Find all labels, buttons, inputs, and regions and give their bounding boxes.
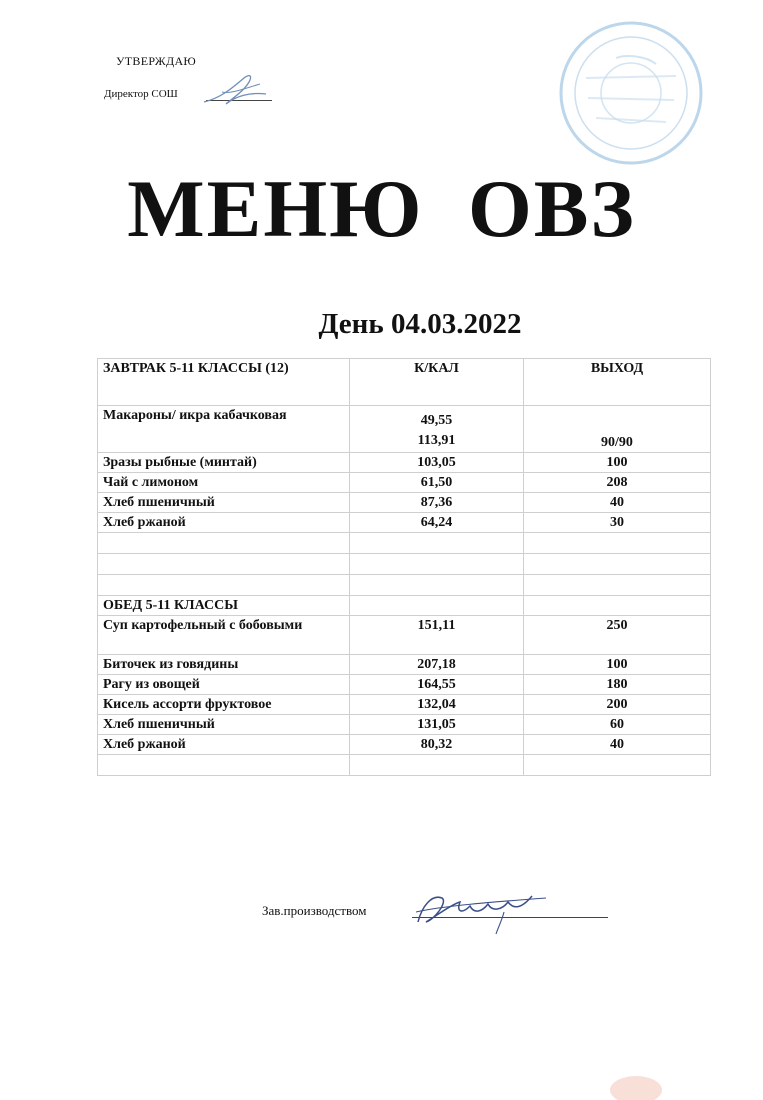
dish-kcal: 131,05 bbox=[350, 715, 524, 735]
dish-kcal: 61,50 bbox=[350, 473, 524, 493]
dish-kcal: 207,18 bbox=[350, 655, 524, 675]
dish-yield: 200 bbox=[524, 695, 711, 715]
dish-kcal: 164,55 bbox=[350, 675, 524, 695]
dish-name: Хлеб ржаной bbox=[98, 735, 350, 755]
empty-row bbox=[98, 575, 711, 596]
dish-yield: 30 bbox=[524, 513, 711, 533]
page-title: МЕНЮ ОВЗ bbox=[127, 163, 636, 254]
dish-yield: 100 bbox=[524, 655, 711, 675]
table-row bbox=[98, 513, 711, 533]
dish-yield: 180 bbox=[524, 675, 711, 695]
dish-name: Суп картофельный с бобовыми bbox=[98, 616, 350, 655]
table-row bbox=[98, 493, 711, 513]
footer-label: Зав.производством bbox=[262, 903, 367, 918]
dish-name: Макароны/ икра кабачковая bbox=[98, 406, 350, 453]
table-row bbox=[98, 675, 711, 695]
dish-kcal: 80,32 bbox=[350, 735, 524, 755]
table-row bbox=[98, 473, 711, 493]
corner-smudge-icon bbox=[596, 1060, 666, 1100]
header-kcal: К/КАЛ bbox=[350, 359, 524, 406]
lunch-header-row bbox=[98, 596, 711, 616]
dish-kcal: 132,04 bbox=[350, 695, 524, 715]
table-row bbox=[98, 735, 711, 755]
dish-kcal: 87,36 bbox=[350, 493, 524, 513]
table-row bbox=[98, 616, 711, 655]
approval-title: УТВЕРЖДАЮ bbox=[116, 54, 197, 68]
table-row bbox=[98, 695, 711, 715]
dish-yield: 208 bbox=[524, 473, 711, 493]
dish-name: Зразы рыбные (минтай) bbox=[98, 453, 350, 473]
header-meal: ЗАВТРАК 5-11 КЛАССЫ (12) bbox=[98, 359, 350, 406]
dish-yield: 40 bbox=[524, 493, 711, 513]
empty-row bbox=[98, 533, 711, 554]
dish-kcal: 64,24 bbox=[350, 513, 524, 533]
dish-yield: 90/90 bbox=[524, 406, 711, 453]
dish-name: Хлеб ржаной bbox=[98, 513, 350, 533]
empty-row bbox=[98, 554, 711, 575]
director-signature-icon bbox=[200, 70, 270, 110]
dish-name: Кисель ассорти фруктовое bbox=[98, 695, 350, 715]
manager-signature-icon bbox=[412, 886, 552, 936]
dish-name: Рагу из овощей bbox=[98, 675, 350, 695]
dish-yield: 100 bbox=[524, 453, 711, 473]
dish-yield: 40 bbox=[524, 735, 711, 755]
table-row bbox=[98, 453, 711, 473]
header-yield: ВЫХОД bbox=[524, 359, 711, 406]
table-row bbox=[98, 715, 711, 735]
table-row bbox=[98, 406, 711, 453]
dish-yield: 250 bbox=[524, 616, 711, 655]
empty-row bbox=[98, 755, 711, 776]
seal-stamp-icon bbox=[556, 18, 706, 168]
table-row bbox=[98, 655, 711, 675]
menu-table bbox=[97, 358, 711, 776]
director-label: Директор СОШ bbox=[104, 88, 178, 100]
dish-kcal: 103,05 bbox=[350, 453, 524, 473]
dish-yield: 60 bbox=[524, 715, 711, 735]
day-title: День 04.03.2022 bbox=[318, 308, 522, 340]
lunch-header: ОБЕД 5-11 КЛАССЫ bbox=[98, 596, 350, 616]
dish-kcal: 49,55 113,91 bbox=[350, 406, 524, 453]
dish-name: Чай с лимоном bbox=[98, 473, 350, 493]
dish-kcal: 151,11 bbox=[350, 616, 524, 655]
table-header-row bbox=[98, 359, 711, 406]
dish-name: Хлеб пшеничный bbox=[98, 493, 350, 513]
dish-name: Биточек из говядины bbox=[98, 655, 350, 675]
dish-name: Хлеб пшеничный bbox=[98, 715, 350, 735]
